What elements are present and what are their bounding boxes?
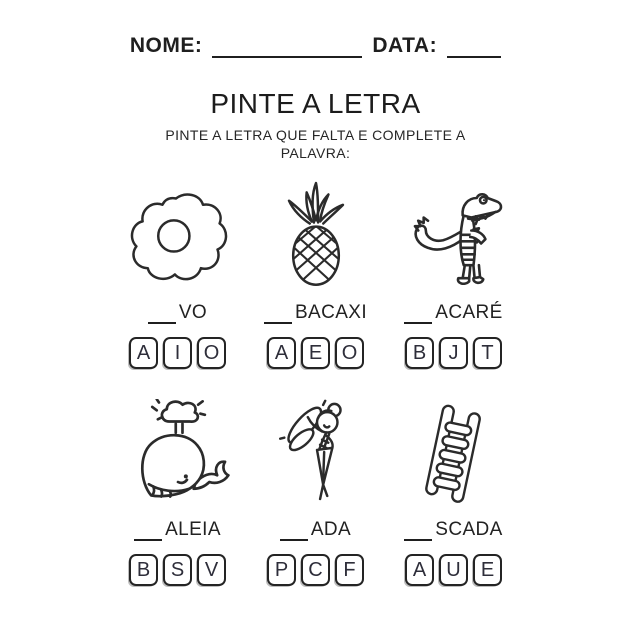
letter-choice[interactable]: J [439,337,468,369]
word-suffix: SCADA [435,519,503,540]
whale-icon [118,397,238,511]
letter-choice[interactable]: U [439,554,468,586]
date-blank-line[interactable] [447,38,501,58]
word-ovo [148,298,207,324]
word-abacaxi [264,298,367,324]
ladder-icon [394,397,514,511]
exercise-pineapple [250,180,382,369]
letter-choice[interactable]: B [129,554,158,586]
alligator-icon [394,180,514,294]
exercise-grid [112,180,520,586]
page-title: PINTE A LETRA [210,88,421,119]
word-baleia [134,515,221,541]
letter-choice[interactable]: A [267,337,296,369]
letter-choices [405,337,502,369]
exercise-fairy [250,397,382,586]
letter-choice[interactable]: C [301,554,330,586]
name-label: NOME: [129,34,203,57]
letter-choice[interactable]: A [129,337,158,369]
letter-choice[interactable]: F [335,554,364,586]
page-instructions: PINTE A LETRA QUE FALTA E COMPLETE A PALAVRA: [165,127,466,161]
missing-letter-blank[interactable] [148,307,176,324]
letter-choice[interactable]: I [163,337,192,369]
letter-choice[interactable]: T [473,337,502,369]
letter-choices [129,337,226,369]
word-suffix: ALEIA [165,519,221,540]
word-jacare [404,298,502,324]
letter-choice[interactable]: E [473,554,502,586]
exercise-alligator [388,180,520,369]
missing-letter-blank[interactable] [134,524,162,541]
letter-choice[interactable]: E [301,337,330,369]
letter-choice[interactable]: V [197,554,226,586]
word-fada [280,515,351,541]
letter-choices [267,554,364,586]
word-suffix: ADA [310,519,352,540]
header-row [0,34,631,58]
letter-choices [267,337,364,369]
letter-choice[interactable]: O [197,337,226,369]
letter-choice[interactable]: P [267,554,296,586]
pineapple-icon [256,180,376,294]
missing-letter-blank[interactable] [404,307,432,324]
letter-choice[interactable]: A [405,554,434,586]
letter-choices [129,554,226,586]
fried-egg-icon [118,180,238,294]
missing-letter-blank[interactable] [404,524,432,541]
letter-choice[interactable]: B [405,337,434,369]
word-escada [404,515,502,541]
fairy-icon [256,397,376,511]
date-label: DATA: [372,34,438,57]
exercise-whale [112,397,244,586]
missing-letter-blank[interactable] [280,524,308,541]
word-suffix: ACARÉ [435,302,503,323]
missing-letter-blank[interactable] [264,307,292,324]
letter-choice[interactable]: S [163,554,192,586]
exercise-egg [112,180,244,369]
letter-choice[interactable]: O [335,337,364,369]
name-blank-line[interactable] [212,38,362,58]
exercise-ladder [388,397,520,586]
word-suffix: VO [178,302,208,323]
letter-choices [405,554,502,586]
word-suffix: BACAXI [294,302,368,323]
